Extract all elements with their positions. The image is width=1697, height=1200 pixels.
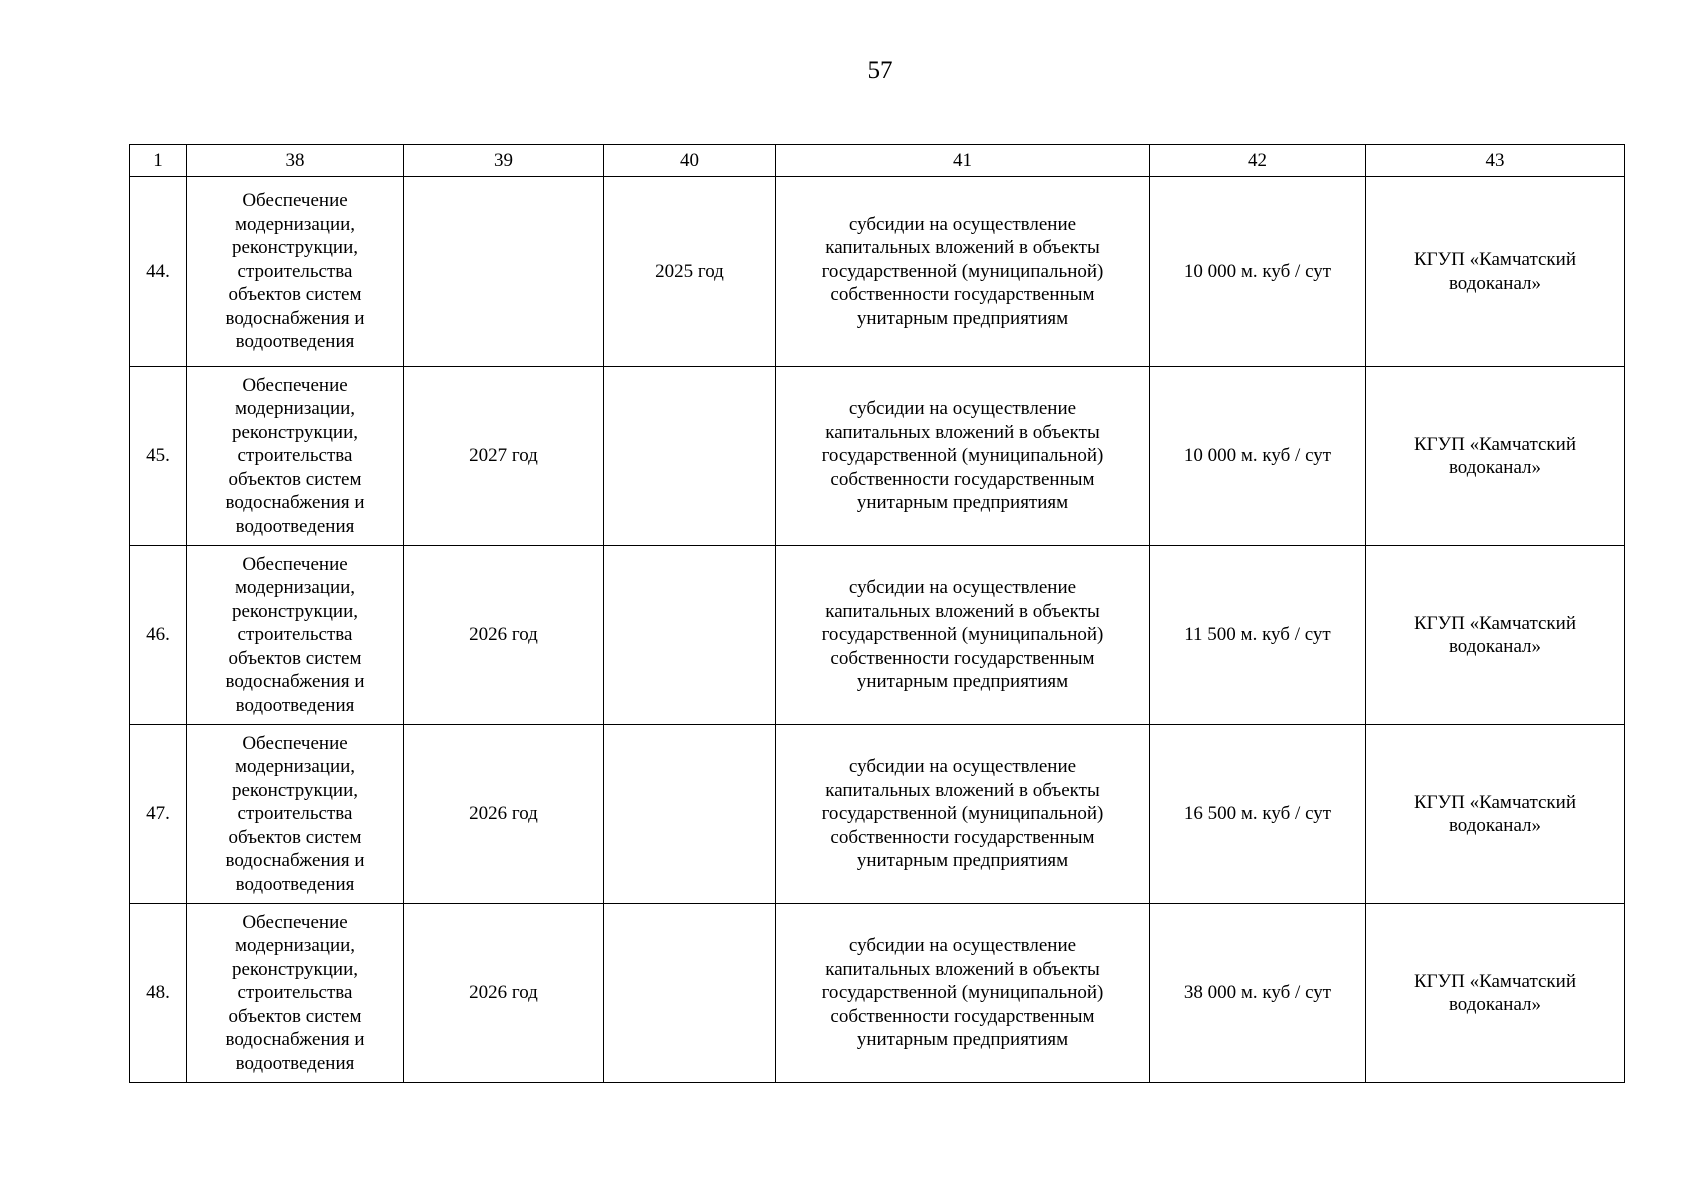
table-row	[130, 725, 1625, 904]
column-header: 42	[1150, 145, 1366, 177]
column-header: 40	[604, 145, 776, 177]
executor-cell: КГУП «Камчатский водоканал»	[1366, 904, 1625, 1083]
row-number-cell: 47.	[130, 725, 187, 904]
measure-cell: Обеспечение модернизации, реконструкции, строительства объектов систем водоснабжения и водоотведения	[187, 546, 404, 725]
row-number-cell: 46.	[130, 546, 187, 725]
executor-cell: КГУП «Камчатский водоканал»	[1366, 546, 1625, 725]
col40-cell: 2025 год	[604, 177, 776, 367]
column-header: 38	[187, 145, 404, 177]
column-header: 1	[130, 145, 187, 177]
col40-cell	[604, 367, 776, 546]
page-number: 57	[867, 57, 893, 84]
col40-cell	[604, 725, 776, 904]
col39-cell	[404, 177, 604, 367]
measure-cell: Обеспечение модернизации, реконструкции, строительства объектов систем водоснабжения и водоотведения	[187, 177, 404, 367]
column-header: 43	[1366, 145, 1625, 177]
funding-cell: субсидии на осуществление капитальных вложений в объекты государственной (муниципальной) собственности государственным унитарным предприятиям	[776, 904, 1150, 1083]
capacity-cell: 10 000 м. куб / сут	[1150, 367, 1366, 546]
measure-cell: Обеспечение модернизации, реконструкции, строительства объектов систем водоснабжения и водоотведения	[187, 725, 404, 904]
measure-cell: Обеспечение модернизации, реконструкции, строительства объектов систем водоснабжения и водоотведения	[187, 367, 404, 546]
funding-cell: субсидии на осуществление капитальных вложений в объекты государственной (муниципальной) собственности государственным унитарным предприятиям	[776, 546, 1150, 725]
col40-cell	[604, 904, 776, 1083]
col40-cell	[604, 546, 776, 725]
row-number-cell: 45.	[130, 367, 187, 546]
col39-cell: 2027 год	[404, 367, 604, 546]
capacity-cell: 11 500 м. куб / сут	[1150, 546, 1366, 725]
row-number-cell: 44.	[130, 177, 187, 367]
col39-cell: 2026 год	[404, 725, 604, 904]
funding-cell: субсидии на осуществление капитальных вложений в объекты государственной (муниципальной) собственности государственным унитарным предприятиям	[776, 725, 1150, 904]
executor-cell: КГУП «Камчатский водоканал»	[1366, 725, 1625, 904]
capacity-cell: 38 000 м. куб / сут	[1150, 904, 1366, 1083]
table-header-row	[130, 145, 1625, 177]
capacity-cell: 10 000 м. куб / сут	[1150, 177, 1366, 367]
data-table	[129, 144, 1625, 1083]
executor-cell: КГУП «Камчатский водоканал»	[1366, 367, 1625, 546]
table-row	[130, 177, 1625, 367]
column-header: 41	[776, 145, 1150, 177]
table-row	[130, 904, 1625, 1083]
row-number-cell: 48.	[130, 904, 187, 1083]
measure-cell: Обеспечение модернизации, реконструкции, строительства объектов систем водоснабжения и водоотведения	[187, 904, 404, 1083]
column-header: 39	[404, 145, 604, 177]
table-row	[130, 367, 1625, 546]
col39-cell: 2026 год	[404, 546, 604, 725]
table-row	[130, 546, 1625, 725]
executor-cell: КГУП «Камчатский водоканал»	[1366, 177, 1625, 367]
col39-cell: 2026 год	[404, 904, 604, 1083]
funding-cell: субсидии на осуществление капитальных вложений в объекты государственной (муниципальной) собственности государственным унитарным предприятиям	[776, 177, 1150, 367]
funding-cell: субсидии на осуществление капитальных вложений в объекты государственной (муниципальной) собственности государственным унитарным предприятиям	[776, 367, 1150, 546]
capacity-cell: 16 500 м. куб / сут	[1150, 725, 1366, 904]
